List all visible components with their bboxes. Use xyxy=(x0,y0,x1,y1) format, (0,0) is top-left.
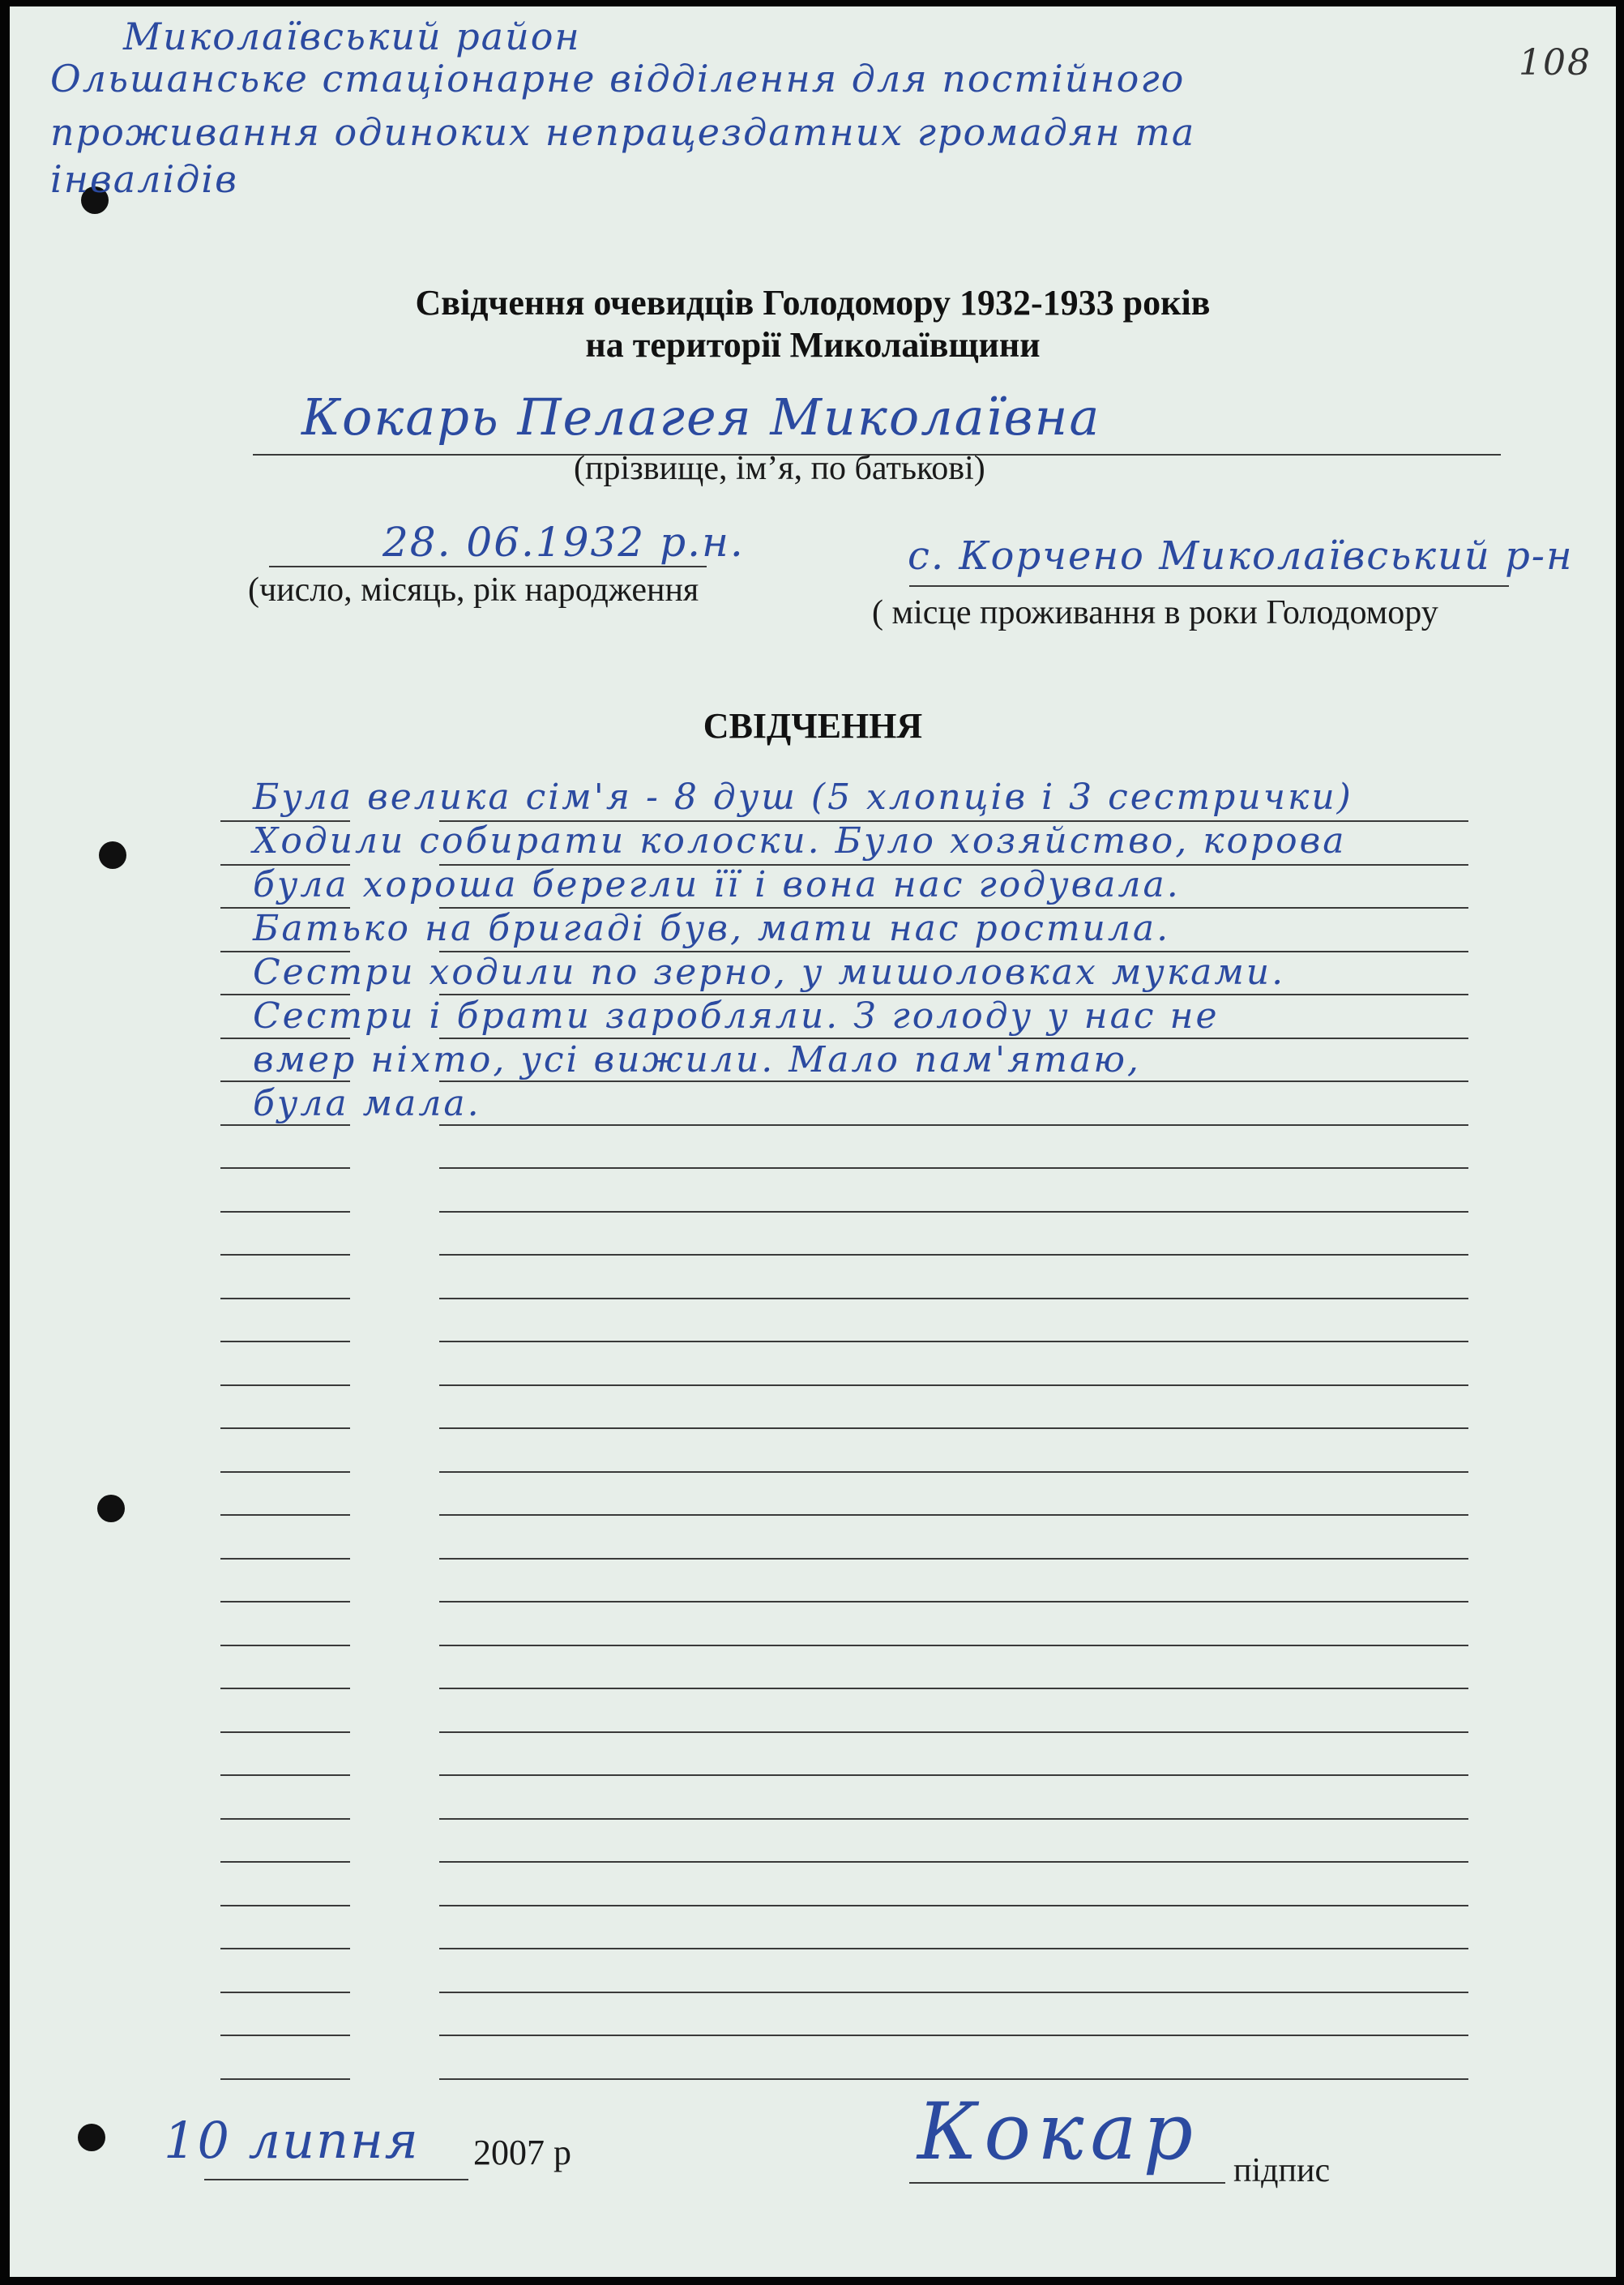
document-page xyxy=(10,6,1616,2277)
header-district: Миколаївський район xyxy=(123,15,581,58)
residence-caption: ( місце проживання в роки Голодомору xyxy=(872,594,1438,631)
header-institution-line2: проживання одиноких непрацездатних громадян та xyxy=(50,110,1196,154)
testimony-line: Ходили собирати колоски. Було хозяйство, корова xyxy=(253,820,1347,862)
footer-date-handwritten: 10 липня xyxy=(164,2111,420,2170)
testimony-line: Сестри ходили по зерно, у мишоловках муками. xyxy=(253,952,1286,993)
testimony-text xyxy=(253,777,1517,1133)
testimony-line: Батько на бригаді був, мати нас ростила. xyxy=(253,908,1171,949)
signature-caption: підпис xyxy=(1233,2152,1331,2189)
signature: Кокар xyxy=(917,2086,1200,2177)
ruled-lines xyxy=(10,6,1616,2277)
document-subtitle: на території Миколаївщини xyxy=(585,325,1041,365)
testimony-line: була мала. xyxy=(253,1083,481,1124)
signature-underline xyxy=(909,2182,1225,2184)
residence: с. Корчено Миколаївський р-н xyxy=(908,533,1574,579)
testimony-line: Була велика сім'я - 8 душ (5 хлопців і 3 сестрички) xyxy=(253,777,1353,818)
document-title: Свідчення очевидців Голодомору 1932-1933 років xyxy=(415,283,1211,323)
section-title: СВІДЧЕННЯ xyxy=(703,706,923,746)
header-institution-line1: Ольшанське стаціонарне відділення для постійного xyxy=(50,57,1186,101)
header-institution-line3: інвалідів xyxy=(50,157,238,201)
birth-caption: (число, місяць, рік народження xyxy=(248,571,699,609)
testimony-line: Сестри і брати заробляли. З голоду у нас не xyxy=(253,995,1220,1037)
birth-date: 28. 06.1932 р.н. xyxy=(382,519,745,566)
page-number: 108 xyxy=(1519,42,1592,83)
testimony-line: була хороша берегли її і вона нас годувала. xyxy=(253,864,1181,905)
person-name: Кокарь Пелагея Миколаївна xyxy=(301,387,1101,447)
date-underline xyxy=(204,2179,468,2180)
footer-year: 2007 р xyxy=(473,2133,571,2172)
testimony-line: вмер ніхто, усі вижили. Мало пам'ятаю, xyxy=(253,1039,1141,1080)
name-caption: (прізвище, ім’я, по батькові) xyxy=(574,450,985,487)
